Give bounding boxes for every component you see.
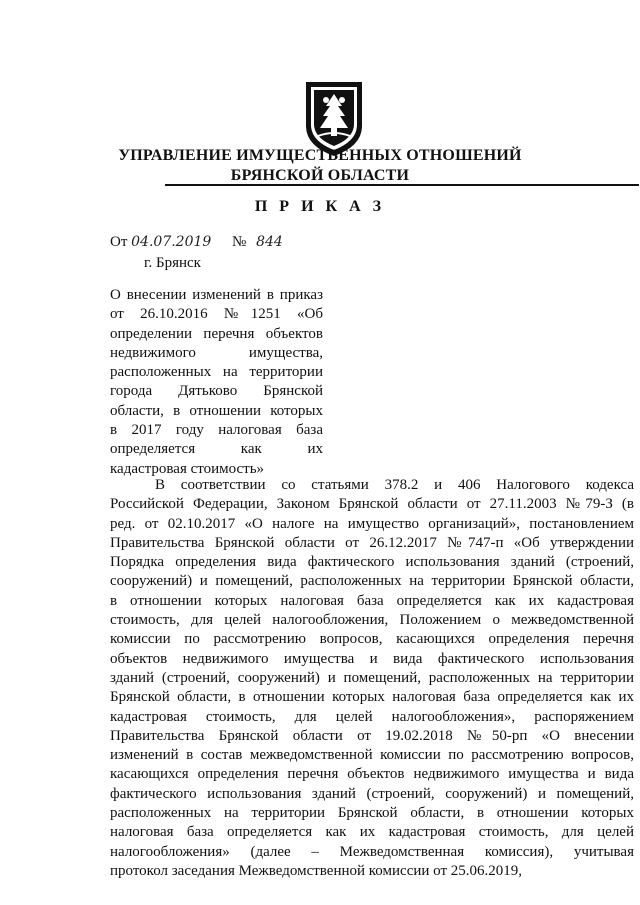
subject-line: определении перечня объектов [110,325,323,342]
handwritten-number: 844 [256,234,283,250]
body-line: налоговая база определяется как их кадастровая стоимость, для целей [110,824,634,841]
body-line: Порядка определения вида фактического использования зданий (строений, [110,554,634,571]
subject-block [110,286,323,479]
body-line: изменений в состав межведомственной комиссии по рассмотрению вопросов, [110,747,634,764]
handwritten-date: 04.07.2019 [131,234,212,250]
subject-line: О внесении изменений в приказ [110,287,323,303]
subject-line: от 26.10.2016 №1251 «Об [110,306,323,323]
city: г. Брянск [144,255,201,271]
body-line: Российской Федерации, Законом Брянской области от 27.11.2003 №79-З (в [110,496,634,513]
subject-line: кадастровая стоимость» [110,460,265,477]
body-line: кадастровая стоимость, для целей налогообложения», распоряжением [110,708,634,725]
date-prefix: От [110,234,128,250]
subject-line: определяется как их [110,441,323,458]
body-line: комиссии по рассмотрению вопросов, касающихся определения перечня [110,631,634,648]
body-line: Брянской области, в отношении которых налоговая база определяется как их [110,689,634,706]
body-line: касающихся определения перечня объектов недвижимого имущества и вида [110,766,634,783]
org-name-line1: УПРАВЛЕНИЕ ИМУЩЕСТВЕННЫХ ОТНОШЕНИЙ [118,147,522,164]
document-type-title: П Р И К А З [254,198,386,215]
subject-line: расположенных на территории [110,364,323,381]
subject-line: в 2017 году налоговая база [110,422,323,439]
body-line: Правительства Брянской области от 26.12.2017 №747-п «Об утверждении [110,534,634,551]
body-line: налогообложения» (далее – Межведомственная комиссия), учитывая [110,843,634,860]
body-line: зданий (строений, сооружений) и помещений, расположенных на территории [110,669,634,686]
body-line: расположенных на территории Брянской области, в отношении которых [110,805,634,822]
body-line: стоимость, для целей налогообложения, Положением о межведомственной [110,612,634,629]
body-line: В соответствии со статьями 378.2 и 406 Налогового кодекса [155,477,634,493]
body-line: ред. от 02.10.2017 «О налоге на имущество организаций», постановлением [110,515,634,532]
body-line: сооружений) и помещений, расположенных на территории Брянской области, [110,573,634,590]
order-date-row [110,234,211,251]
subject-line: города Дятьково Брянской [110,383,323,400]
body-line: Правительства Брянской области от 19.02.2018 №50-рп «О внесении [110,727,634,744]
body-line: протокол заседания Межведомственной комиссии от 25.06.2019, [110,862,523,879]
body-line: фактического использования зданий (строений, сооружений) и помещений, [110,785,634,802]
order-number-row [232,234,283,251]
org-name-line2: БРЯНСКОЙ ОБЛАСТИ [230,167,410,184]
number-prefix: № [232,234,247,250]
subject-line: области, в отношении которых [110,402,323,419]
subject-line: недвижимого имущества, [110,344,323,361]
header-divider [165,184,639,186]
body-line: в отношении которых налоговая база определяется как их кадастровая [110,592,634,609]
body-paragraph [110,476,634,881]
body-line: объектов недвижимого имущества и вида фактического использования [110,650,634,667]
